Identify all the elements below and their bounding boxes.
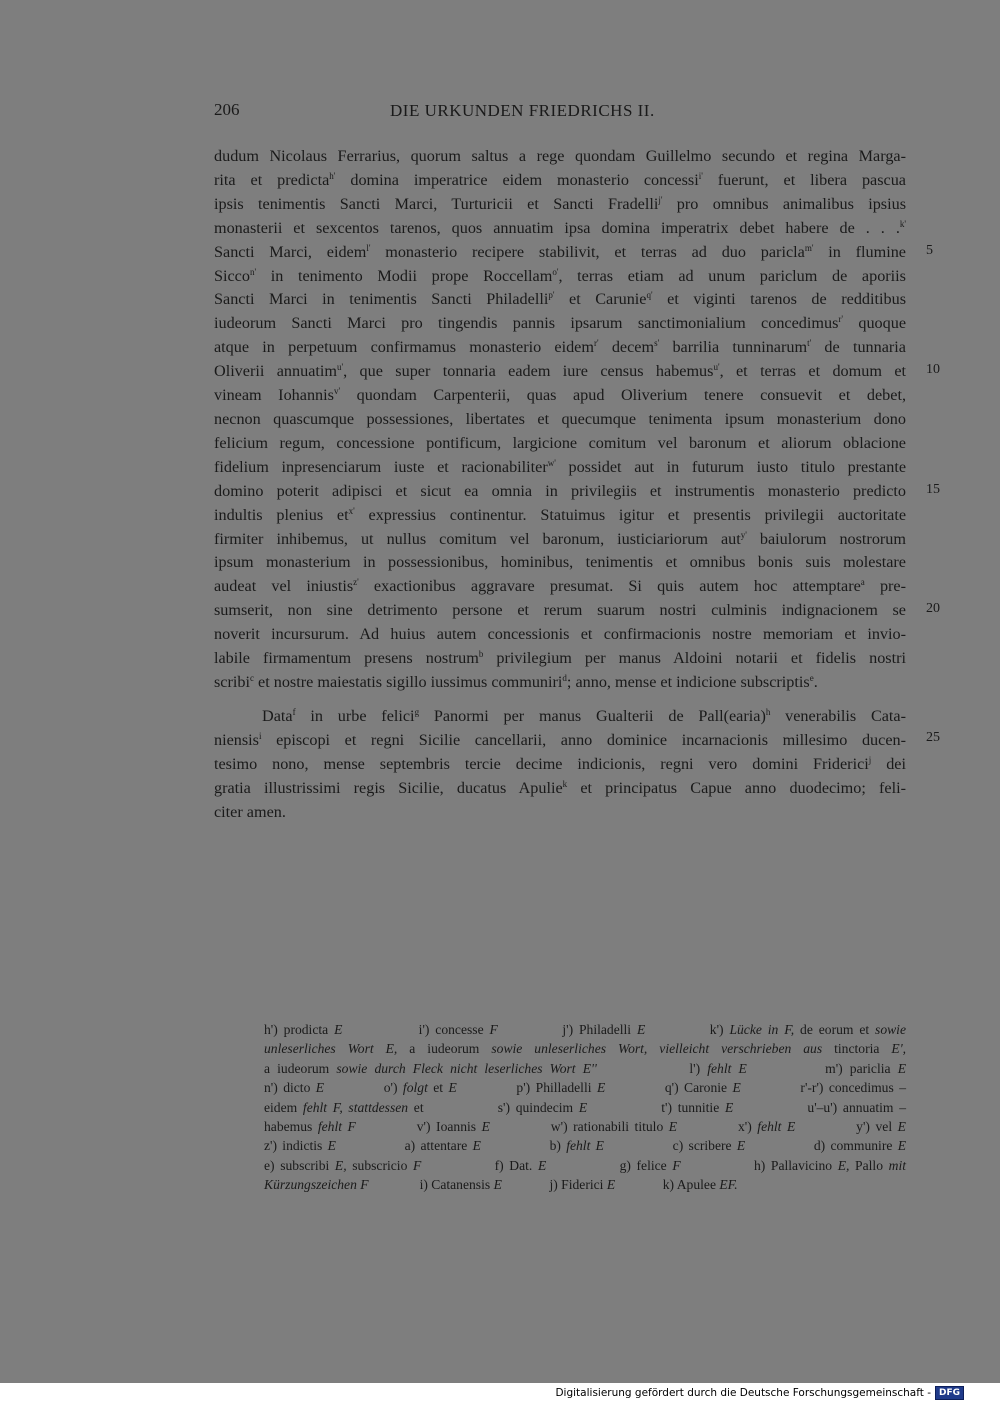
charter-text: dudum Nicolaus Ferrarius, quorum saltus a rege quondam Guillelmo secundo et regina Marga- rita et predicta$^{h'}$ domina imperatrice eidem monasterio concessi$^{i'}$ fuerunt, et libera pascua ipsis tenimentis Sancti Marci, Turturicii et Sancti Fradelli$^{j'}$ pro omnibus animalibus ipsius monasterii et sexcentos tarenos, quos annuatim ipsa domina imperatrix debet habere de . . .$^{k'}$ Sancti Marci, eidem$^{l'}$ monasterio recipere stabilivit, et terras ad duo paricla$^{m'}$ in flumine Sicco$^{n'}$ in tenimento Modii prope Roccellam$^{o'}$, terras etiam ad unum pariclum de aporiis Sancti Marci in tenimentis Sancti Philadelli$^{p'}$ et Carunie$^{q'}$ et viginti tarenos de redditibus iudeorum Sancti Marci pro tingendis pannis ipsarum sanctimonialium concedimus$^{r'}$ quoque atque in perpetuum confirmamus monasterio eidem$^{r'}$ decem$^{s'}$ barrilia tunninarum$^{t'}$ de tunnaria Oliverii annuatim$^{u'}$, que super tonnaria eadem iure census habemus$^{u'}$, et terras et domum et vineam Iohannis$^{v'}$ quondam Carpenterii, quas apud Oliverium tenere consuevit et debet, necnon quascumque possessiones, libertates et quecumque tenimenta ipsum monasterium dono felicium regum, concessione pontificum, largicione comitum vel baronum et aliorum oblacione fidelium inpresenciarum iuste et racionabiliter$^{w'}$ possidet aut in futurum iusto titulo prestante domino poterit adipisci et sicut ea omnia in privilegiis et instrumentis monasterio predicto indultis plenius $et^{x'}$ expressius continentur. Statuimus igitur et presentis privilegii auctoritate firmiter inhibemus, ut nullus comitum vel baronum, iusticiariorum aut$^{y'}$ baiulorum nostrorum ipsum monasterium in possessionibus, hominibus, tenimentis et omnibus bonis suis molestare audeat vel iniustis$^{z'}$ exactionibus aggravare presumat. Si quis autem hoc attemptare$^a$ pre- sumserit, non sine detrimento persone et rerum suarum nostri culminis indignacionem se noverit incursurum. Ad huius autem concessionis et confirmacionis nostre memoriam et invio- labile firmamentum presens nostrum$^b$ privilegium per manus Aldoini notarii et fidelis nostri scribi$^c$ et nostre maiestatis sigillo iussimus communiri$^d$; anno, mense et indicione subscriptis$^e$. xyxy=(214,147,907,691)
line-number: 25 xyxy=(926,730,940,745)
line-number: 15 xyxy=(926,482,940,497)
line-number: 20 xyxy=(926,601,940,616)
dfg-logo: DFG xyxy=(935,1386,964,1400)
critical-apparatus: h') prodicta E i') concesse F j') Philadelli E k') Lücke in F, de eorum et sowie unleserliches Wort E, a iudeorum sowie unleserliches Wort, vielleicht verschrieben aus tinctoria E', a iudeorum sowie durch Fleck nicht leserliches Wort E'' l') fehlt E m') pariclia E n') dicto E o') folgt et E p') Philladelli E q') Caronie E r'-r') concedimus – eidem fehlt F, stattdessen et s') quindecim E t') tunnitie E u'–u') annuatim – habemus fehlt F v') Ioannis E w') rationabili titulo E x') fehlt E y') vel E z') indictis E a) attentare E b) fehlt E c) scribere E d) communire E e) subscribi E, subscricio F f) Dat. E g) felice F h) Pallavicino E, Pallo mit Kürzungszeichen F i) Catanensis E j) Fiderici E k) Apulee EF. xyxy=(264,1022,907,1193)
footer-text: Digitalisierung gefördert durch die Deutsche Forschungsgemeinschaft - xyxy=(555,1387,931,1399)
running-head: DIE URKUNDEN FRIEDRICHS II. xyxy=(390,101,655,120)
line-number: 5 xyxy=(926,243,933,258)
digitization-footer xyxy=(555,1386,964,1400)
dating-clause: Data$^f$ in urbe felici$^g$ Panormi per manus Gualterii de Pall(earia)$^h$ venerabilis Cata- niensis$^i$ episcopi et regni Sicilie cancellarii, anno dominice incarnacionis millesimo ducen- tesimo nono, mense septembris tercie decime indicionis, regni vero domini Friderici$^j$ dei gratia illustrissimi regis Sicilie, ducatus Apulie$^k$ et principatus Capue anno duodecimo; feli- citer amen. xyxy=(214,707,907,821)
page-number: 206 xyxy=(214,100,240,119)
line-number: 10 xyxy=(926,362,940,377)
